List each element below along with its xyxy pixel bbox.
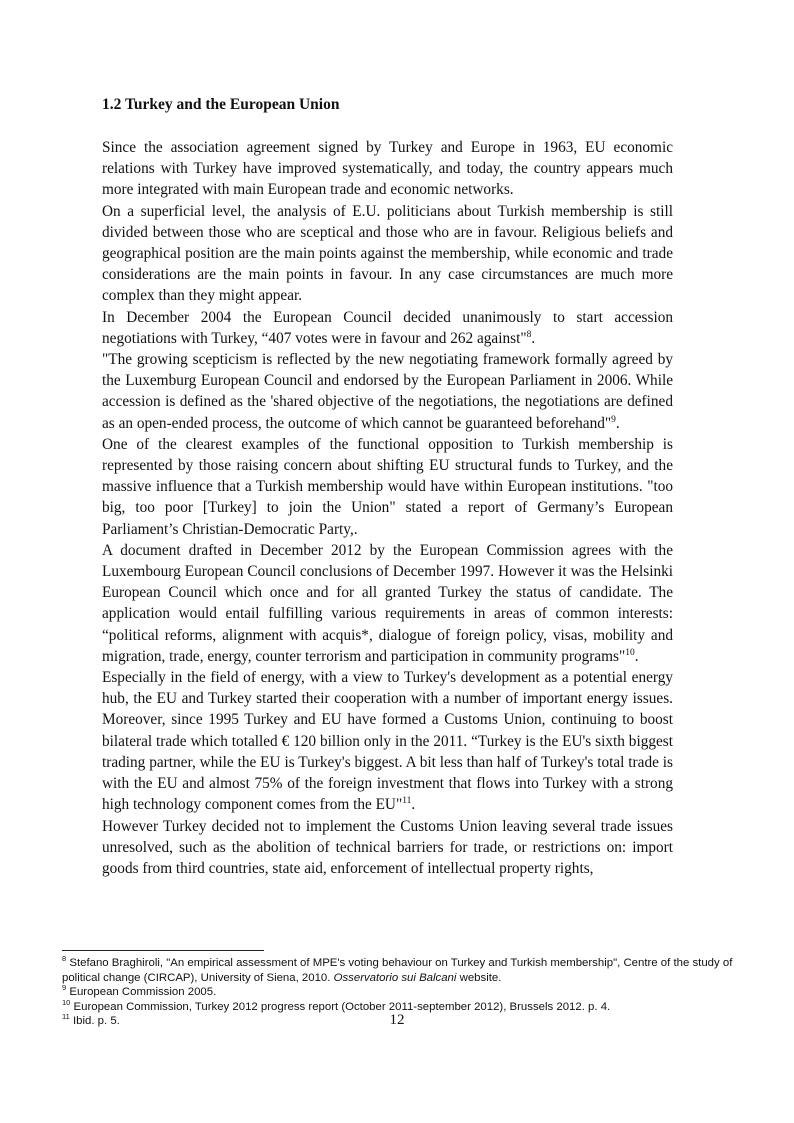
footnote: $^{11}$ Ibid. p. 5. (62, 1012, 120, 1028)
page-number: 12 (389, 1012, 405, 1028)
paragraph: A document drafted in December 2012 by the European Commission agrees with the Luxembourg European Council conclusions of December 1997. However it was the Helsinki European Council which once and for all granted Turkey the status of candidate. The application would entail fulfilling various requirements in areas of common interests: “political reforms, alignment with acquis*, dialogue of foreign policy, visas, mobility and migration, trade, energy, counter terrorism and participation in community programs"$^{10}$. (102, 541, 673, 665)
paragraph: Since the association agreement signed by Turkey and Europe in 1963, EU economic relations with Turkey have improved systematically, and today, the country appears much more integrated with main European trade and economic networks. (102, 139, 673, 199)
paragraph: On a superficial level, the analysis of E.U. politicians about Turkish membership is still divided between those who are sceptical and those who are in favour. Religious beliefs and geographical position are the main points against the membership, while economic and trade considerations are the main points in favour. In any case circumstances are much more complex than they might appear. (102, 202, 673, 305)
footnote-ref[interactable]: 8 (526, 329, 532, 340)
paragraph: "The growing scepticism is reflected by the new negotiating framework formally agreed by the Luxemburg European Council and endorsed by the European Parliament in 2006. While accession is defined as the 'shared objective of the negotiations, the negotiations are defined as an open-ended process, the outcome of which cannot be guaranteed beforehand"$^9$. (102, 351, 673, 432)
footnote-number: 8 (62, 954, 67, 964)
footnote-divider (62, 950, 264, 951)
footnote-ref[interactable]: 11 (402, 796, 412, 807)
footnote: $^{10}$ European Commission, Turkey 2012 progress report (October 2011-september 2012), Brussels 2012. p. 4. (62, 997, 611, 1013)
footnote-number: 11 (62, 1012, 70, 1022)
paragraph: In December 2004 the European Council decided unanimously to start accession negotiations with Turkey, “407 votes were in favour and 262 against"$^8$. (102, 308, 673, 347)
paragraph: One of the clearest examples of the functional opposition to Turkish membership is represented by those raising concern about shifting EU structural funds to Turkey, and the massive influence that a Turkish membership would have within European institutions. "too big, too poor [Turkey] to join the Union" stated a report of Germany’s European Parliament’s Christian-Democratic Party,. (102, 435, 673, 538)
footnote-ref[interactable]: 9 (611, 414, 616, 425)
footnote: $^8$ Stefano Braghiroli, "An empirical assessment of MPE's voting behaviour on Turkey and Turkish membership", Centre of the study of political change (CIRCAP), University of Siena, 2010. Osservatorio sui Balcani website. (62, 954, 733, 984)
footnote-ref[interactable]: 10 (625, 647, 635, 658)
section-heading: 1.2 Turkey and the European Union (102, 96, 340, 113)
body-text (102, 137, 673, 879)
footnote-number: 9 (62, 983, 67, 993)
footnote: $^9$ European Commission 2005. (62, 983, 217, 999)
paragraph: Especially in the field of energy, with a view to Turkey's development as a potential energy hub, the EU and Turkey started their cooperation with a number of important energy issues. Moreover, since 1995 Turkey and EU have formed a Customs Union, continuing to boost bilateral trade which totalled € 120 billion only in the 2011. “Turkey is the EU's sixth biggest trading partner, while the EU is Turkey's biggest. A bit less than half of Turkey's total trade is with the EU and almost 75% of the foreign investment that flows into Turkey with a strong high technology component comes from the EU"$^{11}$. (102, 669, 673, 814)
paragraph: However Turkey decided not to implement the Customs Union leaving several trade issues unresolved, such as the abolition of technical barriers for trade, or restrictions on: import goods from third countries, state aid, enforcement of intellectual property rights, (102, 817, 673, 877)
footnote-number: 10 (62, 997, 71, 1007)
